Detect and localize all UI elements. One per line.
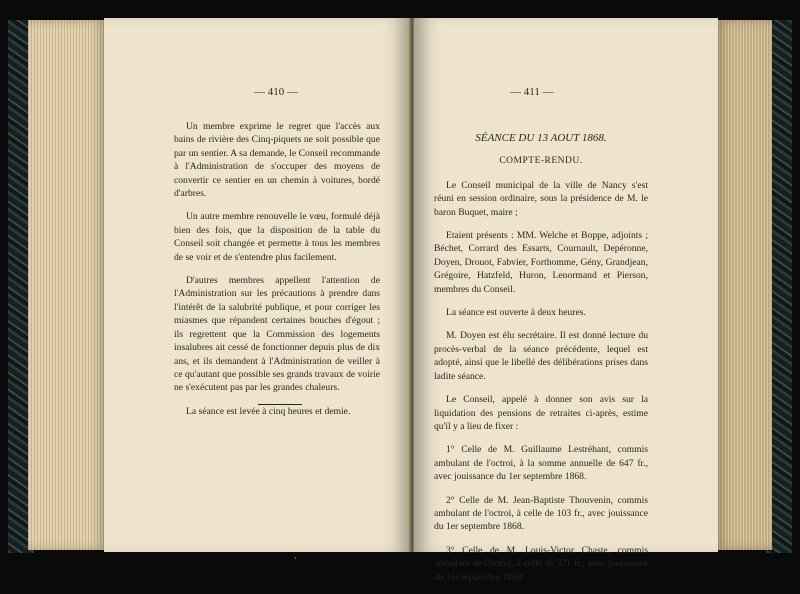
closing-rule (258, 404, 302, 405)
paragraph: Le Conseil municipal de la ville de Nancy s'est réuni en session ordinaire, sous la présidence de M. le baron Buquet, maire ; (434, 179, 648, 218)
page-edges-left (28, 20, 106, 550)
left-page-body (174, 120, 380, 428)
paragraph: Un membre exprime le regret que l'accès aux bains de rivière des Cinq-piquets ne soit possible que par un sentier. A sa demande, le Conseil recommande à l'Administration de s'occuper des moyens de convertir ce sentier en un chemin à voitures, bordé d'arbres. (174, 121, 380, 200)
paragraph: Etaient présents : MM. Welche et Boppe, adjoints ; Béchet, Corrard des Essarts, Cournault, Depéronne, Doyen, Drouot, Fabvier, Forthomme, Gény, Grandjean, Grégoire, Hatzfeld, Huron, Lenormand et Pierson, membres du Conseil. (434, 230, 648, 295)
right-page (414, 18, 718, 583)
paragraph: La séance est ouverte à deux heures. (446, 307, 586, 319)
paragraph: 3° Celle de M. Louis-Victor Chaste, commis ambulant de l'octroi, à celle de 371 fr., avec jouissance du 1er septembre 1868. (434, 544, 648, 583)
page-number-left: — 410 — (254, 86, 298, 98)
paragraph: M. Doyen est élu secrétaire. Il est donné lecture du procès-verbal de la séance précédente, lequel est adopté, ainsi que le libellé des délibérations prises dans ladite séance. (434, 330, 648, 382)
paragraph: 2° Celle de M. Jean-Baptiste Thouvenin, commis ambulant de l'octroi, à celle de 103 fr., avec jouissance du 1er septembre 1868. (434, 494, 648, 533)
page-number-right: — 411 — (510, 86, 554, 98)
seance-title: SÉANCE DU 13 AOUT 1868. (475, 132, 607, 144)
paragraph: 1° Celle de M. Guillaume Lestréhant, commis ambulant de l'octroi, à la somme annuelle de 647 fr., avec jouissance du 1er septembre 1868. (434, 444, 648, 483)
compte-rendu-heading: COMPTE-RENDU. (499, 156, 583, 167)
right-page-body (434, 132, 648, 594)
paragraph: Le Conseil, appelé à donner son avis sur la liquidation des pensions de retraites ci-après, estime qu'il y a lieu de fixer : (434, 394, 648, 432)
paragraph: Un autre membre renouvelle le vœu, formulé déjà bien des fois, que la disposition de la table du Conseil soit changée et permette à tous les membres de se voir et de s'entendre plus facilement. (174, 211, 380, 263)
left-page (104, 18, 410, 563)
page-edges-right (716, 20, 772, 550)
paragraph: La séance est levée à cinq heures et demie. (186, 405, 351, 417)
footer-mark: • (294, 554, 297, 563)
paragraph: D'autres membres appellent l'attention de l'Administration sur les précautions à prendre dans l'intérêt de la salubrité publique, et pour corriger les miasmes que répandent certaines bouches d'égout ; ils regrettent que la Commission des logements insalubres ait cessé de fonctionner depuis plus de dix ans, et ils demandent à l'Administration de veiller à ce qu'autant que possible ses grands travaux de voirie ne s'exécutent pas par les grandes chaleurs. (174, 275, 380, 394)
